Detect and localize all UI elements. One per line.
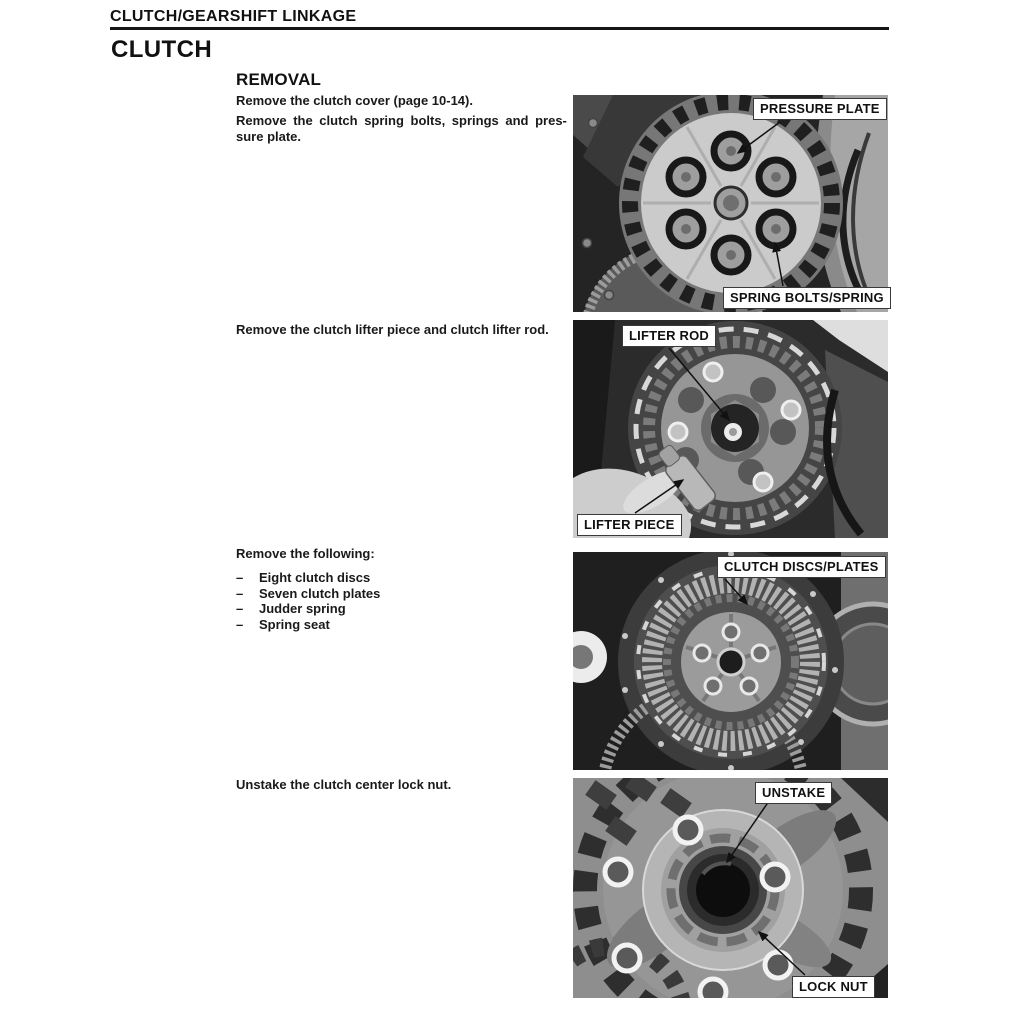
- page-title: CLUTCH: [111, 36, 213, 63]
- list-dash: –: [236, 616, 244, 632]
- label-pressure-plate: PRESSURE PLATE: [753, 98, 887, 120]
- photo-clutch-discs: [573, 552, 888, 770]
- photo-lifter-rod: [573, 320, 888, 538]
- step-unstake-lock-nut: Unstake the clutch center lock nut.: [236, 777, 452, 792]
- step-remove-spring-bolts-line1: Remove the clutch spring bolts, springs and pres-: [236, 113, 567, 128]
- label-lock-nut: LOCK NUT: [792, 976, 875, 998]
- list-item: [236, 570, 380, 586]
- list-dash: –: [236, 585, 244, 601]
- pressure-plate-illustration: [573, 95, 888, 312]
- step-remove-following: Remove the following:: [236, 546, 375, 561]
- label-unstake: UNSTAKE: [755, 782, 832, 804]
- list-item-label: Judder spring: [259, 601, 346, 616]
- label-lifter-piece: LIFTER PIECE: [577, 514, 682, 536]
- clutch-discs-illustration: [573, 552, 888, 770]
- section-heading-removal: REMOVAL: [236, 70, 322, 89]
- lifter-rod-illustration: [573, 320, 888, 538]
- removal-items-list: [236, 570, 380, 632]
- list-item-label: Seven clutch plates: [259, 585, 381, 601]
- step-remove-lifter-piece: Remove the clutch lifter piece and clutch lifter rod.: [236, 322, 549, 337]
- label-lifter-rod: LIFTER ROD: [622, 325, 716, 347]
- running-header: CLUTCH/GEARSHIFT LINKAGE: [110, 8, 357, 25]
- list-item: [236, 586, 380, 602]
- photo-lock-nut: [573, 778, 888, 998]
- lock-nut-illustration: [573, 778, 888, 998]
- step-remove-clutch-cover: Remove the clutch cover (page 10-14).: [236, 93, 473, 108]
- step-remove-spring-bolts: [236, 113, 572, 144]
- list-dash: –: [236, 570, 244, 585]
- list-item: [236, 601, 380, 617]
- list-item-label: Eight clutch discs: [259, 570, 371, 585]
- step-remove-spring-bolts-line2: sure plate.: [236, 128, 302, 144]
- list-item: [236, 617, 380, 633]
- list-item-label: Spring seat: [259, 616, 330, 632]
- photo-pressure-plate: [573, 95, 888, 312]
- label-clutch-discs-plates: CLUTCH DISCS/PLATES: [717, 556, 886, 578]
- header-rule: [110, 27, 889, 30]
- list-dash: –: [236, 601, 244, 616]
- label-spring-bolts-spring: SPRING BOLTS/SPRING: [723, 287, 891, 309]
